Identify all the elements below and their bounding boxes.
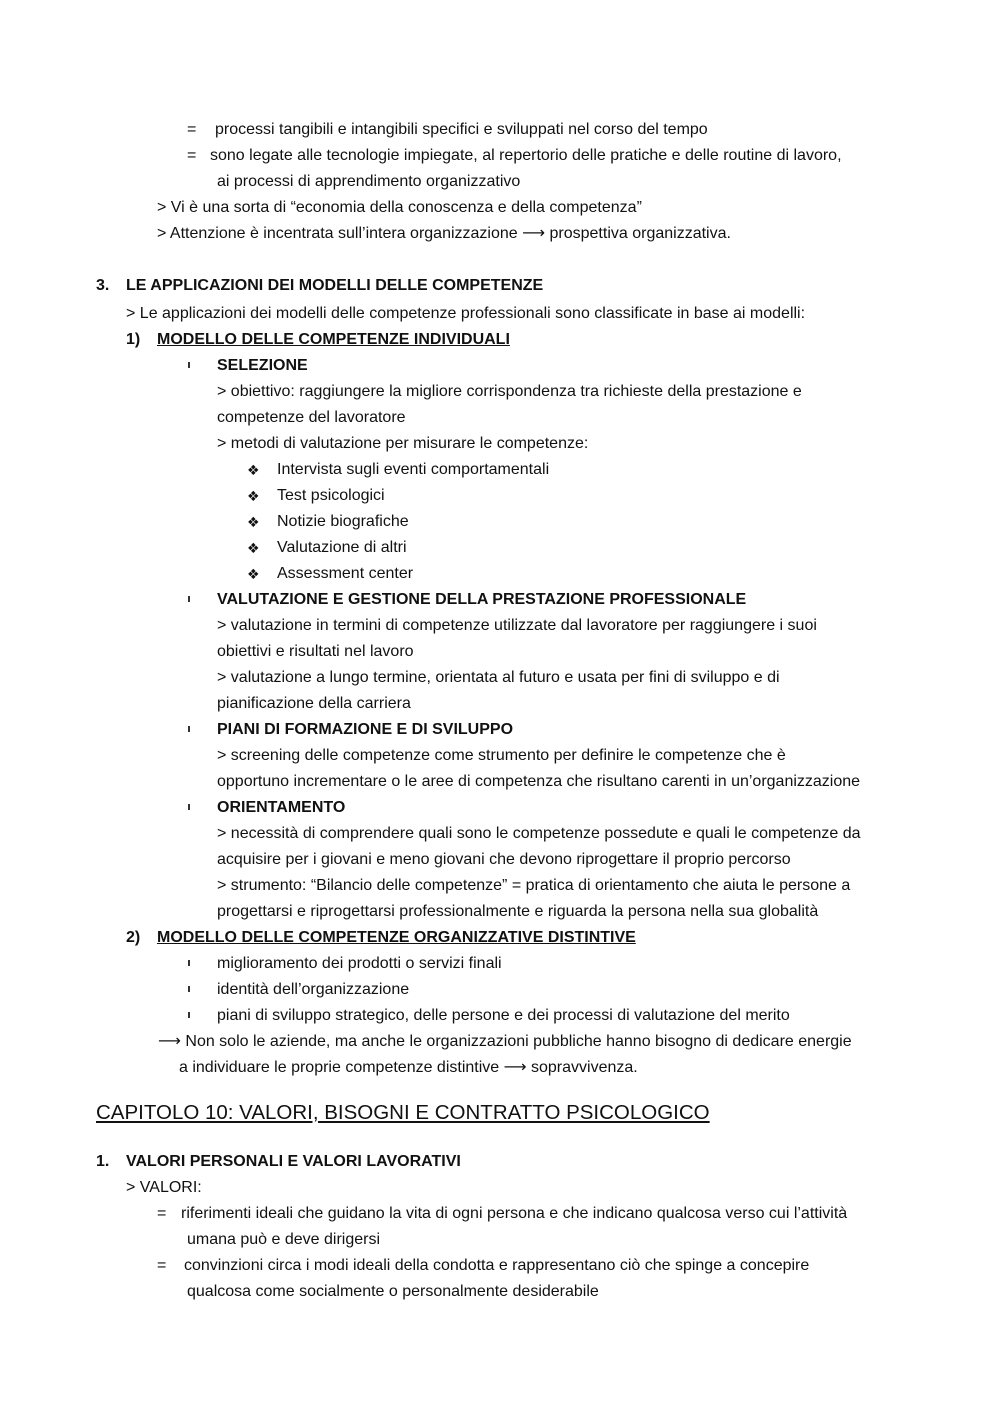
- paragraph-line: > valutazione in termini di competenze utilizzate dal lavoratore per raggiungere i suoi: [217, 617, 817, 634]
- paragraph-line: ⟶ Non solo le aziende, ma anche le organizzazioni pubbliche hanno bisogno di dedicare energie: [158, 1033, 852, 1050]
- bullet-icon: [188, 596, 190, 602]
- paragraph-line: > Le applicazioni dei modelli delle competenze professionali sono classificate in base ai modelli:: [126, 305, 806, 322]
- bullet-icon: [188, 960, 190, 966]
- paragraph-line: pianificazione della carriera: [217, 695, 411, 712]
- paragraph-line: acquisire per i giovani e meno giovani che devono riprogettare il proprio percorso: [217, 851, 791, 868]
- item-heading: PIANI DI FORMAZIONE E DI SVILUPPO: [217, 721, 514, 738]
- paragraph-line: > screening delle competenze come strumento per definire le competenze che è: [217, 747, 786, 764]
- list-item: Test psicologici: [277, 487, 385, 504]
- list-item: Assessment center: [277, 565, 414, 582]
- chapter-title: CAPITOLO 10: VALORI, BISOGNI E CONTRATTO PSICOLOGICO: [96, 1101, 710, 1124]
- paragraph-line: convinzioni circa i modi ideali della condotta e rappresentano ciò che spinge a concepire: [184, 1257, 810, 1274]
- bullet-icon: [188, 362, 190, 368]
- paragraph-line: > VALORI:: [126, 1179, 202, 1196]
- item-heading: VALUTAZIONE E GESTIONE DELLA PRESTAZIONE PROFESSIONALE: [217, 591, 747, 608]
- diamond-bullet-icon: ❖: [247, 462, 260, 478]
- bullet-icon: [188, 804, 190, 810]
- paragraph-line: > strumento: “Bilancio delle competenze” = pratica di orientamento che aiuta le persone a: [217, 877, 851, 894]
- paragraph-line: umana può e deve dirigersi: [187, 1231, 381, 1248]
- paragraph-line: > obiettivo: raggiungere la migliore corrispondenza tra richieste della prestazione e: [217, 383, 802, 400]
- paragraph-line: ai processi di apprendimento organizzativo: [217, 173, 521, 190]
- paragraph-line: > necessità di comprendere quali sono le competenze possedute e quali le competenze da: [217, 825, 861, 842]
- subsection-heading: MODELLO DELLE COMPETENZE ORGANIZZATIVE DISTINTIVE: [157, 929, 636, 946]
- equals-marker: =: [157, 1257, 167, 1274]
- section-number: 3.: [96, 277, 110, 294]
- paragraph-line: > metodi di valutazione per misurare le competenze:: [217, 435, 589, 452]
- section-heading: LE APPLICAZIONI DEI MODELLI DELLE COMPETENZE: [126, 277, 544, 294]
- list-item: identità dell’organizzazione: [217, 981, 410, 998]
- item-heading: ORIENTAMENTO: [217, 799, 346, 816]
- paragraph-line: > Vi è una sorta di “economia della conoscenza e della competenza”: [157, 199, 642, 216]
- section-number: 1.: [96, 1153, 110, 1170]
- paragraph-line: > Attenzione è incentrata sull’intera organizzazione ⟶ prospettiva organizzativa.: [157, 225, 731, 242]
- paragraph-line: > valutazione a lungo termine, orientata al futuro e usata per fini di sviluppo e di: [217, 669, 780, 686]
- paragraph-line: riferimenti ideali che guidano la vita di ogni persona e che indicano qualcosa verso cui l’attività: [181, 1205, 848, 1222]
- paragraph-line: qualcosa come socialmente o personalmente desiderabile: [187, 1283, 599, 1300]
- list-number: 1): [126, 331, 141, 348]
- paragraph-line: a individuare le proprie competenze distintive ⟶ sopravvivenza.: [179, 1059, 638, 1076]
- paragraph-line: processi tangibili e intangibili specifici e sviluppati nel corso del tempo: [215, 121, 708, 138]
- list-item: Intervista sugli eventi comportamentali: [277, 461, 550, 478]
- paragraph-line: competenze del lavoratore: [217, 409, 406, 426]
- equals-marker: =: [157, 1205, 167, 1222]
- item-heading: SELEZIONE: [217, 357, 308, 374]
- list-item: piani di sviluppo strategico, delle persone e dei processi di valutazione del merito: [217, 1007, 790, 1024]
- diamond-bullet-icon: ❖: [247, 488, 260, 504]
- list-item: Notizie biografiche: [277, 513, 409, 530]
- equals-marker: =: [187, 147, 197, 164]
- paragraph-line: obiettivi e risultati nel lavoro: [217, 643, 414, 660]
- section-heading: VALORI PERSONALI E VALORI LAVORATIVI: [126, 1153, 461, 1170]
- list-number: 2): [126, 929, 141, 946]
- equals-marker: =: [187, 121, 197, 138]
- list-item: miglioramento dei prodotti o servizi finali: [217, 955, 502, 972]
- bullet-icon: [188, 726, 190, 732]
- diamond-bullet-icon: ❖: [247, 514, 260, 530]
- paragraph-line: opportuno incrementare o le aree di competenza che risultano carenti in un’organizzazione: [217, 773, 861, 790]
- diamond-bullet-icon: ❖: [247, 540, 260, 556]
- bullet-icon: [188, 1012, 190, 1018]
- diamond-bullet-icon: ❖: [247, 566, 260, 582]
- subsection-heading: MODELLO DELLE COMPETENZE INDIVIDUALI: [157, 331, 510, 348]
- bullet-icon: [188, 986, 190, 992]
- paragraph-line: sono legate alle tecnologie impiegate, al repertorio delle pratiche e delle routine di lavoro,: [210, 147, 842, 164]
- paragraph-line: progettarsi e riprogettarsi professionalmente e riguarda la persona nella sua globalità: [217, 903, 819, 920]
- list-item: Valutazione di altri: [277, 539, 407, 556]
